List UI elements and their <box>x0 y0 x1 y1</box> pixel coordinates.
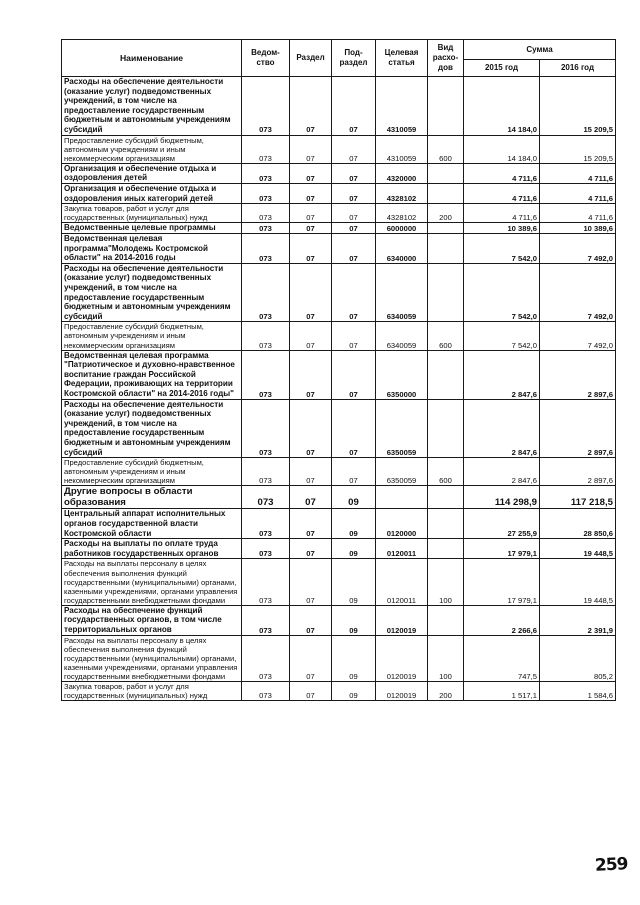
cell-subsection: 07 <box>332 234 376 264</box>
cell-dept: 073 <box>242 458 290 486</box>
cell-subsection: 07 <box>332 458 376 486</box>
cell-article: 4320000 <box>376 163 428 183</box>
cell-exp-type <box>428 350 464 399</box>
cell-section: 07 <box>290 350 332 399</box>
cell-y2016: 1 584,6 <box>540 682 616 701</box>
cell-y2016: 2 897,6 <box>540 350 616 399</box>
cell-subsection: 07 <box>332 322 376 350</box>
table-row <box>62 458 616 486</box>
cell-subsection: 07 <box>332 263 376 322</box>
cell-name: Расходы на обеспечение деятельности (оказание услуг) подведомственных учреждений, в том числе на предоставление государственным бюджетным и автономным учреждениям субсидий <box>62 399 242 458</box>
cell-exp-type: 200 <box>428 682 464 701</box>
cell-article: 0120011 <box>376 559 428 605</box>
table-row <box>62 204 616 223</box>
cell-exp-type <box>428 234 464 264</box>
cell-name: Расходы на выплаты по оплате труда работников государственных органов <box>62 539 242 559</box>
cell-y2015: 1 517,1 <box>464 682 540 701</box>
cell-y2015: 2 266,6 <box>464 605 540 635</box>
cell-y2015: 4 711,6 <box>464 184 540 204</box>
cell-exp-type <box>428 605 464 635</box>
cell-y2016: 19 448,5 <box>540 559 616 605</box>
cell-subsection: 07 <box>332 163 376 183</box>
cell-article: 6000000 <box>376 223 428 234</box>
cell-section: 07 <box>290 682 332 701</box>
cell-y2016: 7 492,0 <box>540 322 616 350</box>
cell-subsection: 09 <box>332 605 376 635</box>
cell-article: 0120019 <box>376 635 428 681</box>
cell-dept: 073 <box>242 204 290 223</box>
cell-article: 6350059 <box>376 399 428 458</box>
cell-section: 07 <box>290 163 332 183</box>
cell-y2015: 7 542,0 <box>464 263 540 322</box>
cell-name: Центральный аппарат исполнительных органов государственной власти Костромской области <box>62 509 242 539</box>
cell-name: Ведомственная целевая программа "Патриотическое и духовно-нравственное воспитание граждан Российской Федерации, проживающих на территории Костромской области" на 2014-2016 годы" <box>62 350 242 399</box>
header-subsection: Под-раздел <box>332 40 376 77</box>
cell-subsection: 07 <box>332 223 376 234</box>
cell-section: 07 <box>290 509 332 539</box>
cell-name: Расходы на выплаты персоналу в целях обеспечения выполнения функций государственными (муниципальными) органами, казенными учреждениями, органами управления государственными внебюджетными фондами <box>62 635 242 681</box>
cell-exp-type: 600 <box>428 322 464 350</box>
table-row <box>62 223 616 234</box>
cell-exp-type: 600 <box>428 135 464 163</box>
cell-section: 07 <box>290 234 332 264</box>
cell-article: 6350000 <box>376 350 428 399</box>
cell-y2015: 747,5 <box>464 635 540 681</box>
cell-exp-type <box>428 263 464 322</box>
table-row <box>62 399 616 458</box>
table-row <box>62 77 616 136</box>
table-row <box>62 163 616 183</box>
cell-dept: 073 <box>242 486 290 509</box>
cell-dept: 073 <box>242 184 290 204</box>
cell-subsection: 09 <box>332 635 376 681</box>
cell-article: 4328102 <box>376 204 428 223</box>
cell-exp-type <box>428 77 464 136</box>
cell-subsection: 07 <box>332 204 376 223</box>
cell-y2016: 2 391,9 <box>540 605 616 635</box>
cell-y2015: 2 847,6 <box>464 399 540 458</box>
cell-subsection: 07 <box>332 77 376 136</box>
cell-y2016: 805,2 <box>540 635 616 681</box>
cell-name: Предоставление субсидий бюджетным, автономным учреждениям и иным некоммерческим организациям <box>62 458 242 486</box>
cell-article: 4310059 <box>376 135 428 163</box>
cell-article: 0120011 <box>376 539 428 559</box>
cell-y2015: 14 184,0 <box>464 77 540 136</box>
cell-y2016: 10 389,6 <box>540 223 616 234</box>
cell-section: 07 <box>290 263 332 322</box>
cell-section: 07 <box>290 605 332 635</box>
cell-name: Ведомственная целевая программа"Молодежь Костромской области" на 2014-2016 годы <box>62 234 242 264</box>
cell-y2015: 10 389,6 <box>464 223 540 234</box>
table-row <box>62 486 616 509</box>
header-exp-type: Вид расхо-дов <box>428 40 464 77</box>
cell-exp-type <box>428 223 464 234</box>
table-row <box>62 322 616 350</box>
cell-y2016: 4 711,6 <box>540 184 616 204</box>
cell-y2015: 4 711,6 <box>464 204 540 223</box>
cell-y2015: 17 979,1 <box>464 559 540 605</box>
cell-article: 6340000 <box>376 234 428 264</box>
cell-dept: 073 <box>242 135 290 163</box>
cell-article: 0120000 <box>376 509 428 539</box>
cell-section: 07 <box>290 539 332 559</box>
cell-dept: 073 <box>242 163 290 183</box>
cell-section: 07 <box>290 458 332 486</box>
cell-y2016: 15 209,5 <box>540 77 616 136</box>
cell-section: 07 <box>290 223 332 234</box>
cell-dept: 073 <box>242 509 290 539</box>
table-row <box>62 605 616 635</box>
cell-y2016: 117 218,5 <box>540 486 616 509</box>
cell-dept: 073 <box>242 234 290 264</box>
table-row <box>62 509 616 539</box>
cell-dept: 073 <box>242 539 290 559</box>
cell-name: Расходы на обеспечение деятельности (оказание услуг) подведомственных учреждений, в том числе на предоставление государственным бюджетным и автономным учреждениям субсидий <box>62 77 242 136</box>
cell-exp-type <box>428 539 464 559</box>
header-section: Раздел <box>290 40 332 77</box>
table-row <box>62 539 616 559</box>
cell-article: 0120019 <box>376 682 428 701</box>
cell-subsection: 09 <box>332 682 376 701</box>
cell-y2015: 114 298,9 <box>464 486 540 509</box>
cell-subsection: 09 <box>332 509 376 539</box>
cell-section: 07 <box>290 184 332 204</box>
table-row <box>62 635 616 681</box>
cell-article: 6340059 <box>376 263 428 322</box>
cell-y2016: 28 850,6 <box>540 509 616 539</box>
cell-subsection: 07 <box>332 350 376 399</box>
cell-exp-type <box>428 163 464 183</box>
cell-section: 07 <box>290 635 332 681</box>
cell-name: Предоставление субсидий бюджетным, автономным учреждениям и иным некоммерческим организациям <box>62 322 242 350</box>
cell-y2016: 7 492,0 <box>540 234 616 264</box>
cell-name: Ведомственные целевые программы <box>62 223 242 234</box>
table-row <box>62 350 616 399</box>
header-2015: 2015 год <box>464 60 540 77</box>
cell-y2016: 7 492,0 <box>540 263 616 322</box>
cell-y2015: 4 711,6 <box>464 163 540 183</box>
header-name: Наименование <box>62 40 242 77</box>
cell-y2015: 7 542,0 <box>464 234 540 264</box>
cell-y2015: 2 847,6 <box>464 350 540 399</box>
cell-dept: 073 <box>242 605 290 635</box>
table-row <box>62 135 616 163</box>
cell-y2016: 15 209,5 <box>540 135 616 163</box>
table-body <box>62 77 616 701</box>
cell-dept: 073 <box>242 322 290 350</box>
cell-subsection: 09 <box>332 486 376 509</box>
header-sum: Сумма <box>464 40 616 60</box>
header-article: Целевая статья <box>376 40 428 77</box>
cell-subsection: 07 <box>332 399 376 458</box>
header-2016: 2016 год <box>540 60 616 77</box>
cell-y2015: 14 184,0 <box>464 135 540 163</box>
table-row <box>62 559 616 605</box>
cell-dept: 073 <box>242 682 290 701</box>
cell-dept: 073 <box>242 263 290 322</box>
cell-y2016: 19 448,5 <box>540 539 616 559</box>
cell-exp-type <box>428 509 464 539</box>
header-dept: Ведом-ство <box>242 40 290 77</box>
cell-name: Закупка товаров, работ и услуг для государственных (муниципальных) нужд <box>62 682 242 701</box>
cell-exp-type: 100 <box>428 559 464 605</box>
cell-name: Расходы на обеспечение функций государственных органов, в том числе территориальных органов <box>62 605 242 635</box>
cell-article <box>376 486 428 509</box>
cell-name: Другие вопросы в области образования <box>62 486 242 509</box>
cell-exp-type <box>428 184 464 204</box>
cell-section: 07 <box>290 322 332 350</box>
cell-dept: 073 <box>242 350 290 399</box>
cell-article: 4310059 <box>376 77 428 136</box>
cell-exp-type <box>428 486 464 509</box>
cell-exp-type: 600 <box>428 458 464 486</box>
cell-section: 07 <box>290 135 332 163</box>
cell-y2015: 2 847,6 <box>464 458 540 486</box>
cell-dept: 073 <box>242 559 290 605</box>
page-number: 259 <box>593 854 628 876</box>
cell-y2016: 4 711,6 <box>540 204 616 223</box>
cell-subsection: 09 <box>332 559 376 605</box>
cell-dept: 073 <box>242 77 290 136</box>
cell-y2015: 27 255,9 <box>464 509 540 539</box>
table-row <box>62 682 616 701</box>
cell-y2015: 7 542,0 <box>464 322 540 350</box>
cell-name: Организация и обеспечение отдыха и оздоровления иных категорий детей <box>62 184 242 204</box>
cell-y2016: 2 897,6 <box>540 458 616 486</box>
cell-article: 6350059 <box>376 458 428 486</box>
cell-dept: 073 <box>242 635 290 681</box>
table-row <box>62 234 616 264</box>
table-row <box>62 263 616 322</box>
cell-y2016: 4 711,6 <box>540 163 616 183</box>
cell-article: 6340059 <box>376 322 428 350</box>
cell-y2016: 2 897,6 <box>540 399 616 458</box>
cell-name: Расходы на обеспечение деятельности (оказание услуг) подведомственных учреждений, в том числе на предоставление государственным бюджетным и автономным учреждениям субсидий <box>62 263 242 322</box>
cell-subsection: 09 <box>332 539 376 559</box>
cell-dept: 073 <box>242 399 290 458</box>
cell-exp-type: 200 <box>428 204 464 223</box>
cell-article: 4328102 <box>376 184 428 204</box>
cell-exp-type: 100 <box>428 635 464 681</box>
cell-subsection: 07 <box>332 184 376 204</box>
cell-section: 07 <box>290 399 332 458</box>
cell-article: 0120019 <box>376 605 428 635</box>
budget-table <box>61 39 616 701</box>
cell-name: Закупка товаров, работ и услуг для государственных (муниципальных) нужд <box>62 204 242 223</box>
cell-name: Организация и обеспечение отдыха и оздоровления детей <box>62 163 242 183</box>
cell-name: Предоставление субсидий бюджетным, автономным учреждениям и иным некоммерческим организациям <box>62 135 242 163</box>
cell-exp-type <box>428 399 464 458</box>
table-row <box>62 184 616 204</box>
cell-section: 07 <box>290 204 332 223</box>
cell-section: 07 <box>290 559 332 605</box>
cell-dept: 073 <box>242 223 290 234</box>
cell-section: 07 <box>290 77 332 136</box>
cell-section: 07 <box>290 486 332 509</box>
cell-y2015: 17 979,1 <box>464 539 540 559</box>
cell-name: Расходы на выплаты персоналу в целях обеспечения выполнения функций государственными (муниципальными) органами, казенными учреждениями, органами управления государственными внебюджетными фондами <box>62 559 242 605</box>
cell-subsection: 07 <box>332 135 376 163</box>
